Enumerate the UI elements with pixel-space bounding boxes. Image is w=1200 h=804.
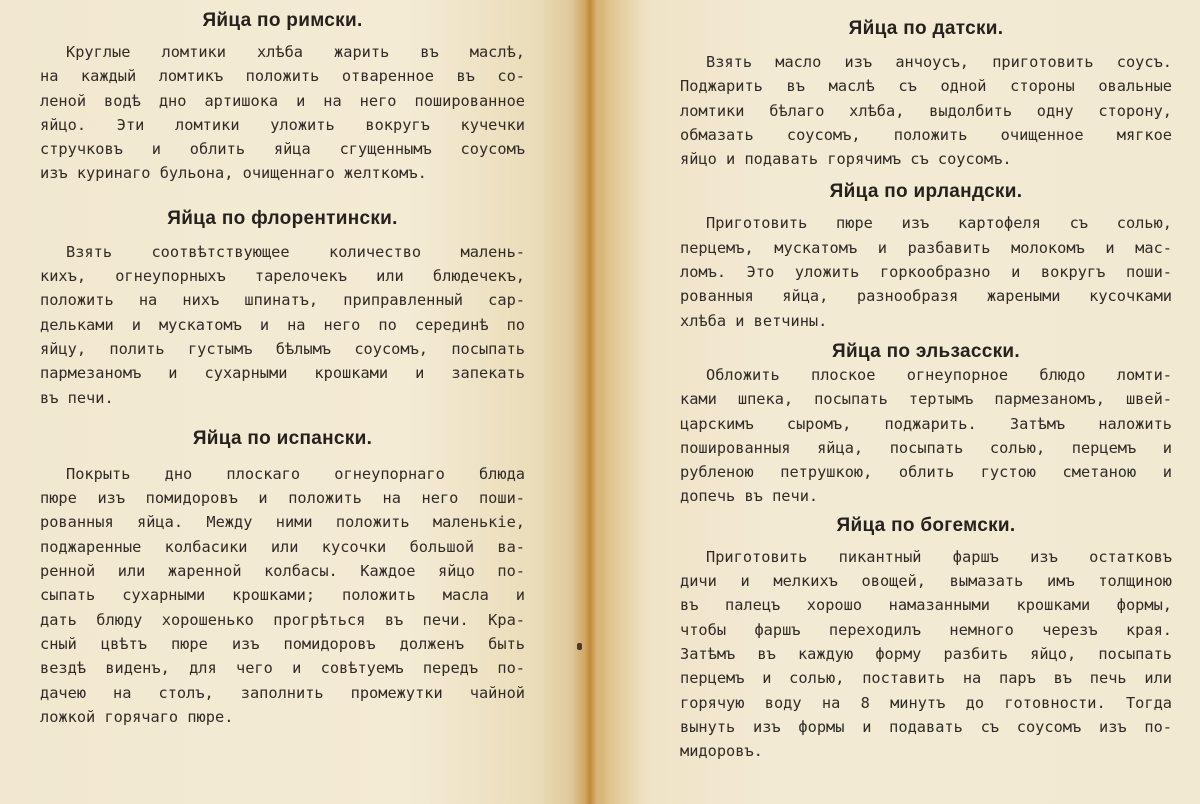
- recipe-title: Яйца по богемски.: [836, 514, 1016, 536]
- text-line: сный цвѣтъ пюре изъ помидоровъ долженъ быть: [40, 634, 525, 653]
- text-line: на каждый ломтикъ положить отваренное въ со-: [40, 67, 525, 86]
- text-line: рованныя яйца, разнообразя жареными кусочками: [680, 287, 1172, 306]
- text-line: ренной или жаренной колбасы. Каждое яйцо по-: [40, 562, 525, 581]
- recipe-text: [40, 240, 525, 410]
- text-line: перцемъ и солью, поставить на паръ въ печь или: [680, 669, 1172, 688]
- text-line: рубленою петрушкою, облить густою сметаною и: [680, 463, 1172, 482]
- text-line: вынуть изъ формы и подавать съ соусомъ изъ по-: [680, 717, 1172, 736]
- text-line: въ печи.: [40, 388, 114, 407]
- text-line: Обложить плоское огнеупорное блюдо ломти-: [706, 365, 1172, 384]
- recipe-title: Яйца по флорентински.: [167, 207, 398, 229]
- text-line: ломтики бѣлаго хлѣба, выдолбить одну сторону,: [680, 101, 1172, 120]
- text-line: дельками и мускатомъ и на него по серединѣ по: [40, 315, 525, 334]
- text-line: рованныя яйца. Между ними положить маленькiе,: [40, 513, 525, 532]
- text-line: стручковъ и облить яйца сгущеннымъ соусомъ: [40, 140, 525, 159]
- text-line: чтобы фаршъ переходилъ немного черезъ края.: [680, 620, 1172, 639]
- text-line: дичи и мелкихъ овощей, вымазать имъ толщиною: [680, 572, 1172, 591]
- text-line: кихъ, огнеупорныхъ тарелочекъ или блюдечекъ,: [40, 267, 525, 286]
- text-line: перцемъ, мускатомъ и разбавить молокомъ и мас-: [680, 238, 1172, 257]
- recipe-title: Яйца по датски.: [848, 18, 1004, 39]
- text-line: Поджарить въ маслѣ съ одной стороны овальные: [680, 77, 1172, 96]
- recipe-title: Яйца по эльзасски.: [832, 340, 1020, 362]
- text-line: пюре изъ помидоровъ и положить на него поши-: [40, 489, 525, 508]
- text-line: мидоровъ.: [680, 742, 763, 761]
- text-line: Приготовить пикантный фаршъ изъ остатковъ: [706, 547, 1172, 566]
- text-line: ломъ. Это уложить горкообразно и вокругъ поши-: [680, 263, 1172, 282]
- text-line: яйцо. Эти ломтики уложить вокругъ кучечки: [40, 115, 525, 134]
- recipe-section: [680, 515, 1172, 764]
- text-line: горячую воду на 8 минутъ до готовности. Тогда: [680, 693, 1172, 712]
- text-line: Взять соотвѣтствующее количество малень-: [66, 242, 525, 261]
- text-line: хлѣба и ветчины.: [680, 311, 828, 330]
- left-page: [0, 0, 585, 804]
- recipe-title: Яйца по ирландски.: [829, 181, 1023, 203]
- recipe-text: [680, 211, 1172, 332]
- text-line: вездѣ виденъ, для чего и совѣтуемъ передъ по-: [40, 659, 525, 678]
- recipe-text: [40, 40, 525, 186]
- text-line: Взять масло изъ анчоусъ, приготовить соусъ.: [706, 53, 1172, 71]
- recipe-title: Яйца по испански.: [192, 427, 373, 449]
- recipe-section: [680, 341, 1172, 509]
- ink-mark: [577, 643, 582, 650]
- text-line: Затѣмъ въ каждую форму разбить яйцо, посыпать: [680, 644, 1172, 663]
- text-line: Круглые ломтики хлѣба жарить въ маслѣ,: [66, 43, 525, 61]
- recipe-text: [680, 50, 1172, 171]
- right-page: [585, 0, 1200, 804]
- text-line: яйцо и подавать горячимъ съ соусомъ.: [680, 150, 1012, 169]
- recipe-section: [40, 10, 525, 186]
- text-line: яйцу, полить густымъ бѣлымъ соусомъ, посыпать: [40, 339, 525, 358]
- text-line: поджаренные колбасики или кусочки большой ва-: [40, 537, 525, 556]
- recipe-text: [680, 363, 1172, 509]
- text-line: обмазать соусомъ, положить очищенное мягкое: [680, 125, 1172, 144]
- text-line: Приготовить пюре изъ картофеля съ солью,: [706, 214, 1172, 233]
- recipe-section: [680, 181, 1172, 332]
- recipe-text: [680, 545, 1172, 764]
- text-line: допечь въ печи.: [680, 487, 819, 506]
- text-line: леной водѣ дно артишока и на него пошированное: [40, 91, 525, 110]
- recipe-section: [40, 208, 525, 410]
- text-line: въ палецъ хорошо намазанными крошками формы,: [680, 596, 1172, 615]
- text-line: дать блюду хорошенько прогрѣться въ печи. Кра-: [40, 610, 525, 629]
- text-line: ками шпека, посыпать тертымъ пармезаномъ, швей-: [680, 390, 1172, 409]
- recipe-section: [40, 428, 525, 729]
- text-line: пармезаномъ и сухарными крошками и запекать: [40, 364, 525, 383]
- text-line: ложкой горячаго пюре.: [40, 707, 234, 726]
- text-line: изъ куринаго бульона, очищеннаго желткомъ.: [40, 164, 427, 183]
- recipe-section: [680, 18, 1172, 171]
- text-line: сыпать сухарными крошками; положить масла и: [40, 586, 525, 605]
- text-line: дачею на столъ, заполнить промежутки чайной: [40, 683, 525, 702]
- text-line: положить на нихъ шпинатъ, приправленный сар-: [40, 291, 525, 310]
- text-line: пошированныя яйца, посыпать солью, перцемъ и: [680, 438, 1172, 457]
- text-line: Покрыть дно плоскаго огнеупорнаго блюда: [66, 464, 525, 483]
- recipe-text: [40, 462, 525, 729]
- recipe-title: Яйца по римски.: [202, 10, 363, 31]
- text-line: царскимъ сыромъ, поджарить. Затѣмъ наложить: [680, 414, 1172, 433]
